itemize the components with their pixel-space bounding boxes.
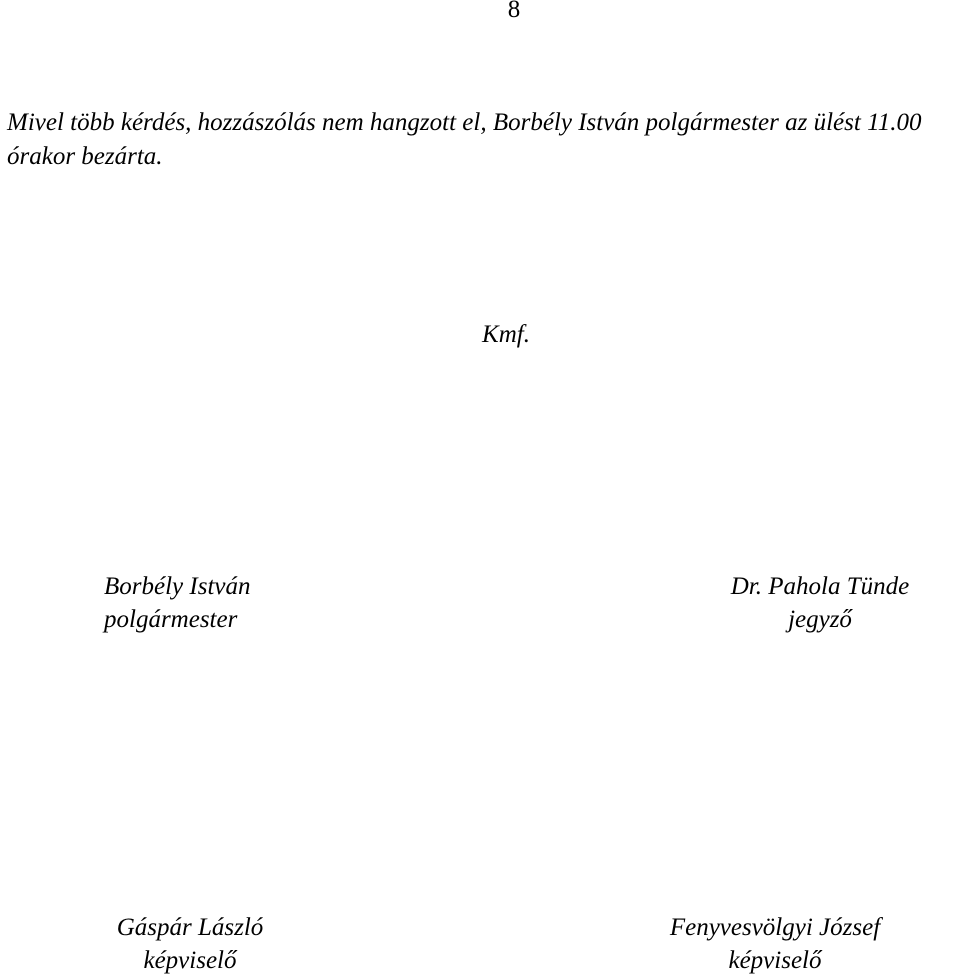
signatory-title: képviselő [143, 947, 237, 974]
signature-block-representative-1 [90, 911, 290, 977]
closing-paragraph: Mivel több kérdés, hozzászólás nem hangzott el, Borbély István polgármester az ülést 11.00 órakor bezárta. [7, 109, 922, 170]
signatory-name: Gáspár László [116, 914, 264, 941]
signature-block-mayor [90, 570, 294, 636]
signatory-name: Fenyvesvölgyi József [669, 914, 881, 941]
signatory-title: jegyző [788, 606, 852, 633]
signature-block-notary [700, 570, 940, 636]
signatory-title: képviselő [728, 947, 822, 974]
signature-block-representative-2 [625, 911, 925, 977]
page-number: 8 [507, 0, 521, 23]
kmf-label: Kmf. [482, 321, 530, 348]
signatory-title: polgármester [104, 606, 238, 633]
signatory-name: Dr. Pahola Tünde [730, 573, 910, 600]
signatory-name: Borbély István [104, 573, 251, 600]
